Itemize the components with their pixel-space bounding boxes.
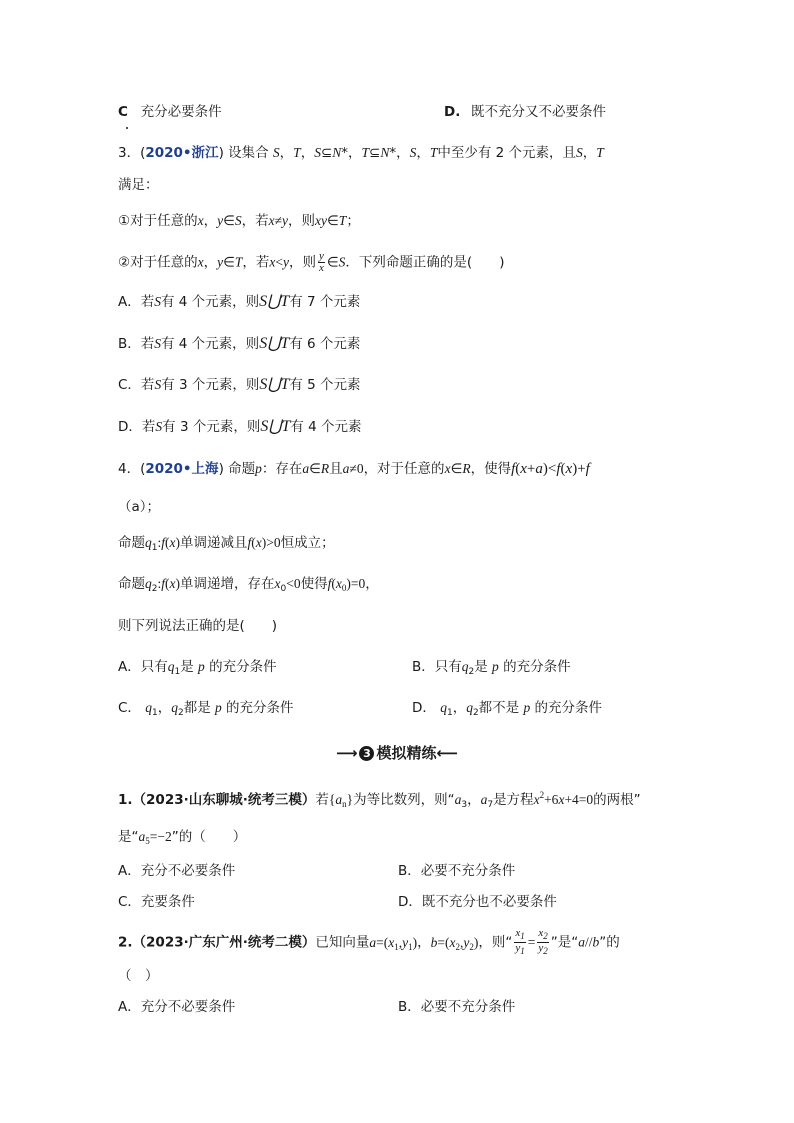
s2-line-2: （ ） [118,968,159,984]
stray-dot [126,127,128,129]
s1-line-2: 是“$a_5=-2$”的（ ） [118,829,247,846]
s1-option-c: C．充要条件 [118,894,195,910]
s2-option-a: A．充分不必要条件 [118,999,236,1015]
q4-option-a: A．只有$q_1$是 p 的充分条件 [118,659,277,677]
s1-line-1: 1.（2023·山东聊城·统考三模）若$\{a_n\}$为等比数列，则“$a_3$，$a_7$是方程$x^2+6x+4=0$的两根” [118,790,641,810]
s2-option-b: B．必要不充分条件 [398,999,516,1015]
q4-proposition-q1: 命题$q_1:f(x)$单调递减且f(x)>0恒成立； [118,535,335,553]
top-option-d: D. 既不充分又不必要条件 [444,104,607,120]
s1-option-d: D．既不充分也不必要条件 [398,894,557,910]
q4-proposition-q2: 命题$q_2:f(x)$单调递增，存在$x_0<0$使得$f(x_0)=0$， [118,576,379,594]
q3-option-b: B．若S有 4 个元素，则S⋃T有 6 个元素 [118,335,361,352]
q3-option-d: D．若S有 3 个元素，则S⋃T有 4 个元素 [118,418,362,435]
section-header: ⟶ 3 模拟精练⟵ [335,744,459,762]
s2-line-1: 2.（2023·广东广州·统考二模）已知向量$a=(x_1,y_1)$，$b=(x_2,y_2)$，则“ $\frac{x_1}{y_1}$ = $\frac{x_2}{y_2}$ ”是“a//b”的 [118,927,620,956]
q3-line-1: 3．(2020•浙江) 设集合 S，T，S⊆N*，T⊆N*，S，T中至少有 2 个元素，且S，T [118,145,604,161]
top-option-c: C 充分必要条件 [118,104,222,120]
circle-number-icon: 3 [359,746,374,761]
q4-line-1: 4．(2020•上海) 命题p：存在a∈R且a≠0，对于任意的x∈R，使得f(x+a)<f(x)+f [118,461,590,477]
q3-option-a: A．若S有 4 个元素，则S⋃T有 7 个元素 [118,293,361,310]
q3-line-2: 满足： [118,177,159,193]
s1-option-b: B．必要不充分条件 [398,863,516,879]
q3-option-c: C．若S有 3 个元素，则S⋃T有 5 个元素 [118,376,361,393]
q4-option-b: B．只有$q_2$是 p 的充分条件 [412,659,571,677]
q4-question: 则下列说法正确的是( ) [118,618,278,634]
q3-condition-1: ①对于任意的x，y∈S，若x≠y，则xy∈T； [118,213,360,229]
q4-line-2: （a）； [118,499,161,515]
q4-option-d: D． $q_1$，$q_2$都不是 p 的充分条件 [412,700,603,718]
s1-option-a: A．充分不必要条件 [118,863,236,879]
q3-condition-2: ②对于任意的x，y∈T，若x<y，则 $\frac{y}{x}$ ∈S．下列命题正确的是( ) [118,250,505,274]
q4-option-c: C． $q_1$，$q_2$都是 p 的充分条件 [118,700,294,718]
